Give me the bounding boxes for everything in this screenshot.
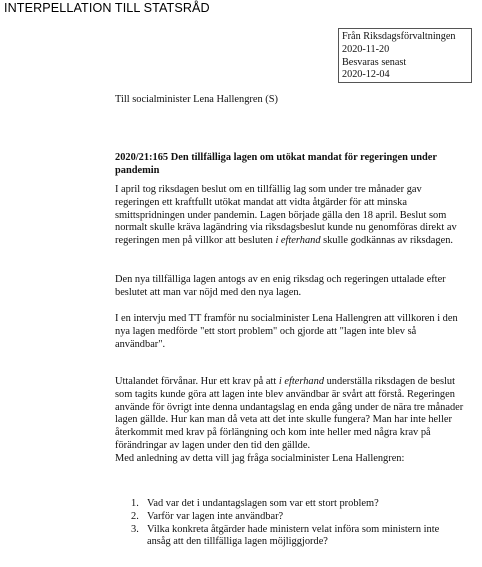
info-date: 2020-11-20 <box>342 43 390 55</box>
question-item <box>131 524 461 550</box>
question-number: 3. <box>131 523 139 535</box>
question-text: Varför var lagen inte användbar? <box>147 510 284 522</box>
info-answer-label: Besvaras senast <box>342 56 407 68</box>
paragraph-4 <box>115 376 465 453</box>
paragraph-1-text-a: I april tog riksdagen beslut om en tillfällig lag som under tre månader gav regeringen ett kraftfullt utökat mandat att vidta åtgärder för att minska smittspridningen under pandemin. Lagen började gälla den 18 april. Beslut som normalt skulle kräva lagändring via riksdagsbeslut kunde nu genomföras direkt av regeringen men på villkor att besluten <box>115 184 457 247</box>
recipient: Till socialminister Lena Hallengren (S) <box>115 94 278 105</box>
paragraph-2: Den nya tillfälliga lagen antogs av en enig riksdag och regeringen uttalade efter beslutet att man var nöjd med den nya lagen. <box>115 274 446 298</box>
paragraph-1-emphasis: i efterhand <box>275 235 321 247</box>
paragraph-4-emphasis: i efterhand <box>278 376 325 387</box>
info-answer-date: 2020-12-04 <box>342 69 390 81</box>
paragraph-4-text-b: underställa riksdagen de beslut som tagits kunde göra att lagen inte blev användbar är svårt att förstå. Regeringen använde för övrigt inte denna undantagslag en enda gång under de nära tre månader lagen gällde. Hur kan man då veta att det inte skulle fungera? Man har inte heller återkommit med krav på förlängning och kom inte heller med några krav på förändringar av lagen under den tid den gällde. <box>115 376 464 451</box>
question-list <box>131 498 461 549</box>
question-number: 1. <box>131 498 139 509</box>
question-text: Vad var det i undantagslagen som var ett stort problem? <box>147 498 379 509</box>
question-text: Vilka konkreta åtgärder hade ministern velat införa som ministern inte ansåg att den tillfälliga lagen möjliggjorde? <box>147 523 440 548</box>
info-box <box>338 28 472 83</box>
paragraph-1 <box>115 184 465 248</box>
paragraph-3: I en intervju med TT framför nu socialminister Lena Hallengren att villkoren i den nya lagen medförde "ett stort problem" och gjorde att "lagen inte blev så användbar". <box>115 313 458 350</box>
paragraph-5: Med anledning av detta vill jag fråga socialminister Lena Hallengren: <box>115 453 405 464</box>
info-from: Från Riksdagsförvaltningen <box>342 31 456 42</box>
question-item <box>131 511 461 524</box>
paragraph-4-text-a: Uttalandet förvånar. Hur ett krav på att <box>115 376 279 387</box>
document-header: INTERPELLATION TILL STATSRÅD <box>4 1 210 15</box>
paragraph-1-text-b: skulle godkännas av riksdagen. <box>320 235 454 247</box>
question-item <box>131 498 461 511</box>
interpellation-title: 2020/21:165 Den tillfälliga lagen om utökat mandat för regeringen under pandemin <box>115 152 437 176</box>
question-number: 2. <box>131 510 139 522</box>
